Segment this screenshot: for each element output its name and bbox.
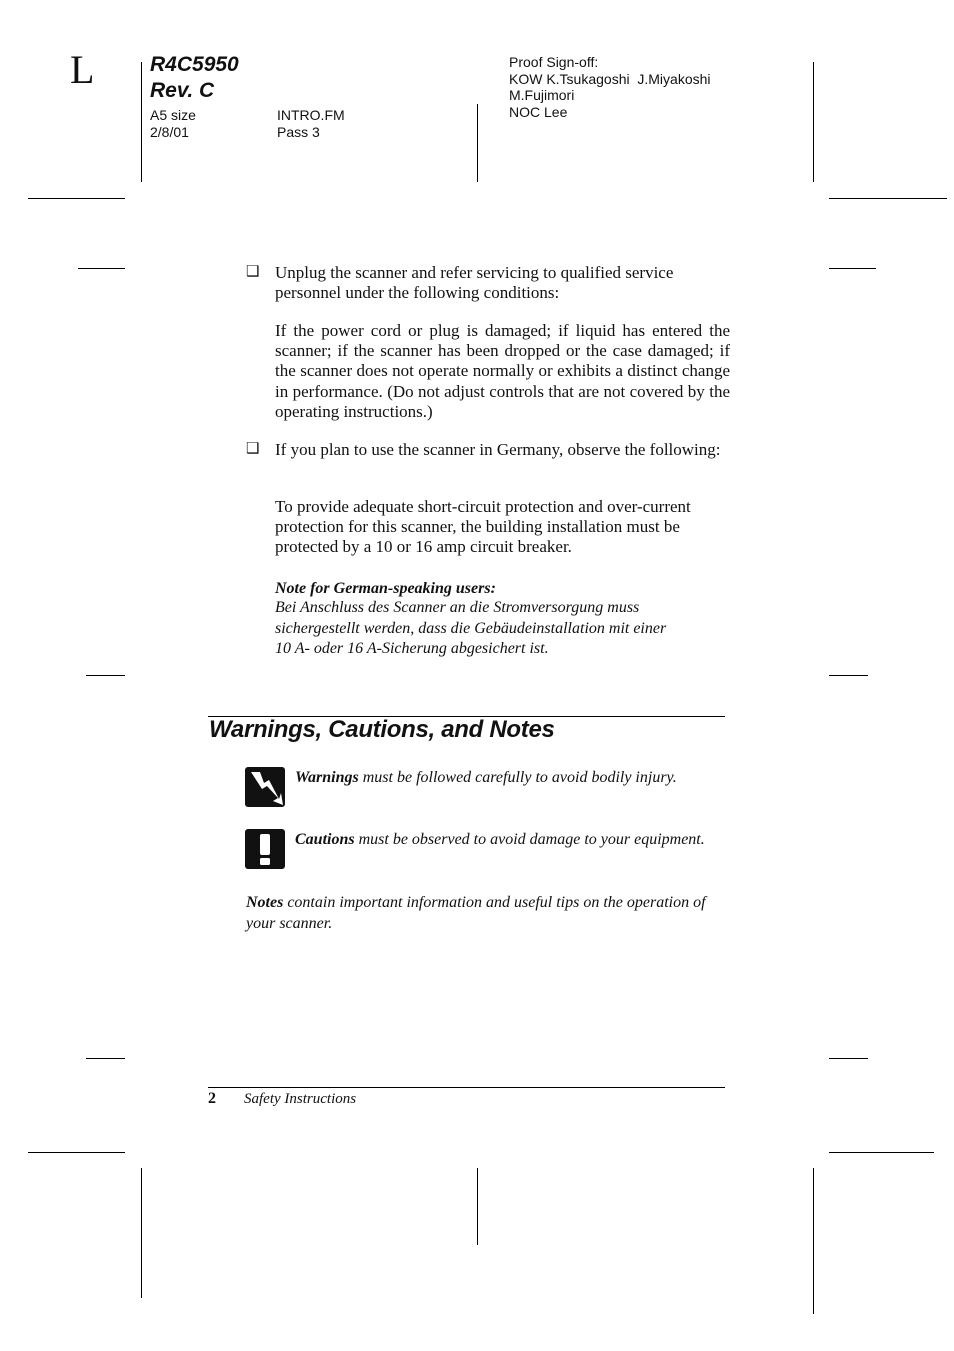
header-pass: Pass 3 (277, 123, 320, 140)
notes-description: contain important information and useful tips on the operation of your scanner. (246, 894, 706, 932)
bullet-marker: ❑ (246, 441, 260, 457)
crop-mark (86, 675, 125, 676)
note-title: Note for German-speaking users: (275, 580, 496, 597)
crop-mark (28, 198, 125, 199)
exclamation-icon (245, 829, 285, 869)
warning-description: must be followed carefully to avoid bodily injury. (358, 769, 677, 786)
header-file: INTRO.FM (277, 107, 345, 123)
crop-mark (141, 1168, 142, 1298)
crop-mark (829, 675, 868, 676)
proof-line: KOW K.Tsukagoshi J.Miyakoshi (509, 70, 711, 87)
model-line2: Rev. C (150, 79, 215, 102)
header-file-pass (277, 107, 345, 140)
bullet-text: If you plan to use the scanner in Germany, observe the following: (275, 440, 721, 459)
caution-term: Cautions (295, 831, 355, 848)
lightning-bolt-icon (245, 767, 285, 807)
corner-letter: L (70, 47, 95, 92)
notes-text (246, 893, 726, 934)
model-line1: R4C5950 (150, 53, 239, 76)
crop-mark (477, 104, 478, 182)
header-size-date (150, 107, 196, 140)
model-code (150, 52, 239, 104)
crop-mark (86, 1058, 125, 1059)
crop-mark (141, 62, 142, 182)
note-line: 10 A- oder 16 A-Sicherung abgesichert ist. (275, 640, 549, 657)
proof-line: NOC Lee (509, 103, 568, 120)
bullet-marker: ❑ (246, 264, 260, 280)
footer-rule (208, 1087, 725, 1088)
crop-mark (28, 1152, 125, 1153)
proof-title: Proof Sign-off: (509, 54, 599, 70)
caution-text (295, 830, 705, 850)
crop-mark (829, 198, 947, 199)
crop-mark (829, 268, 876, 269)
crop-mark (78, 268, 125, 269)
crop-mark (813, 1168, 814, 1314)
proof-line: M.Fujimori (509, 87, 575, 103)
crop-mark (829, 1058, 868, 1059)
proof-signoff (509, 54, 711, 120)
bullet-detail: To provide adequate short-circuit protection and over-current protection for this scanner, the building installation must be protected by a 10 or 16 amp circuit breaker. (275, 497, 691, 557)
german-note (275, 580, 735, 660)
bullet-text: Unplug the scanner and refer servicing to qualified service personnel under the following conditions: (275, 263, 674, 303)
footer-title: Safety Instructions (244, 1091, 357, 1107)
crop-mark (829, 1152, 934, 1153)
warning-text (295, 768, 677, 788)
notes-term: Notes (246, 894, 284, 911)
note-line: Bei Anschluss des Scanner an die Stromversorgung muss (275, 599, 640, 616)
section-title: Warnings, Cautions, and Notes (209, 716, 555, 743)
caution-description: must be observed to avoid damage to your equipment. (354, 831, 705, 848)
header-date: 2/8/01 (150, 123, 189, 140)
warning-term: Warnings (295, 769, 359, 786)
crop-mark (813, 62, 814, 182)
header-size: A5 size (150, 107, 196, 123)
crop-mark (477, 1168, 478, 1245)
bullet-detail: If the power cord or plug is damaged; if liquid has entered the scanner; if the scanner has been dropped or the case damaged; if the scanner does not operate normally or exhibits a distinct change in performance. (Do not adjust controls that are not covered by the operating instructions.) (275, 321, 730, 421)
note-line: sichergestellt werden, dass die Gebäudeinstallation mit einer (275, 619, 667, 637)
page-number: 2 (208, 1090, 216, 1107)
